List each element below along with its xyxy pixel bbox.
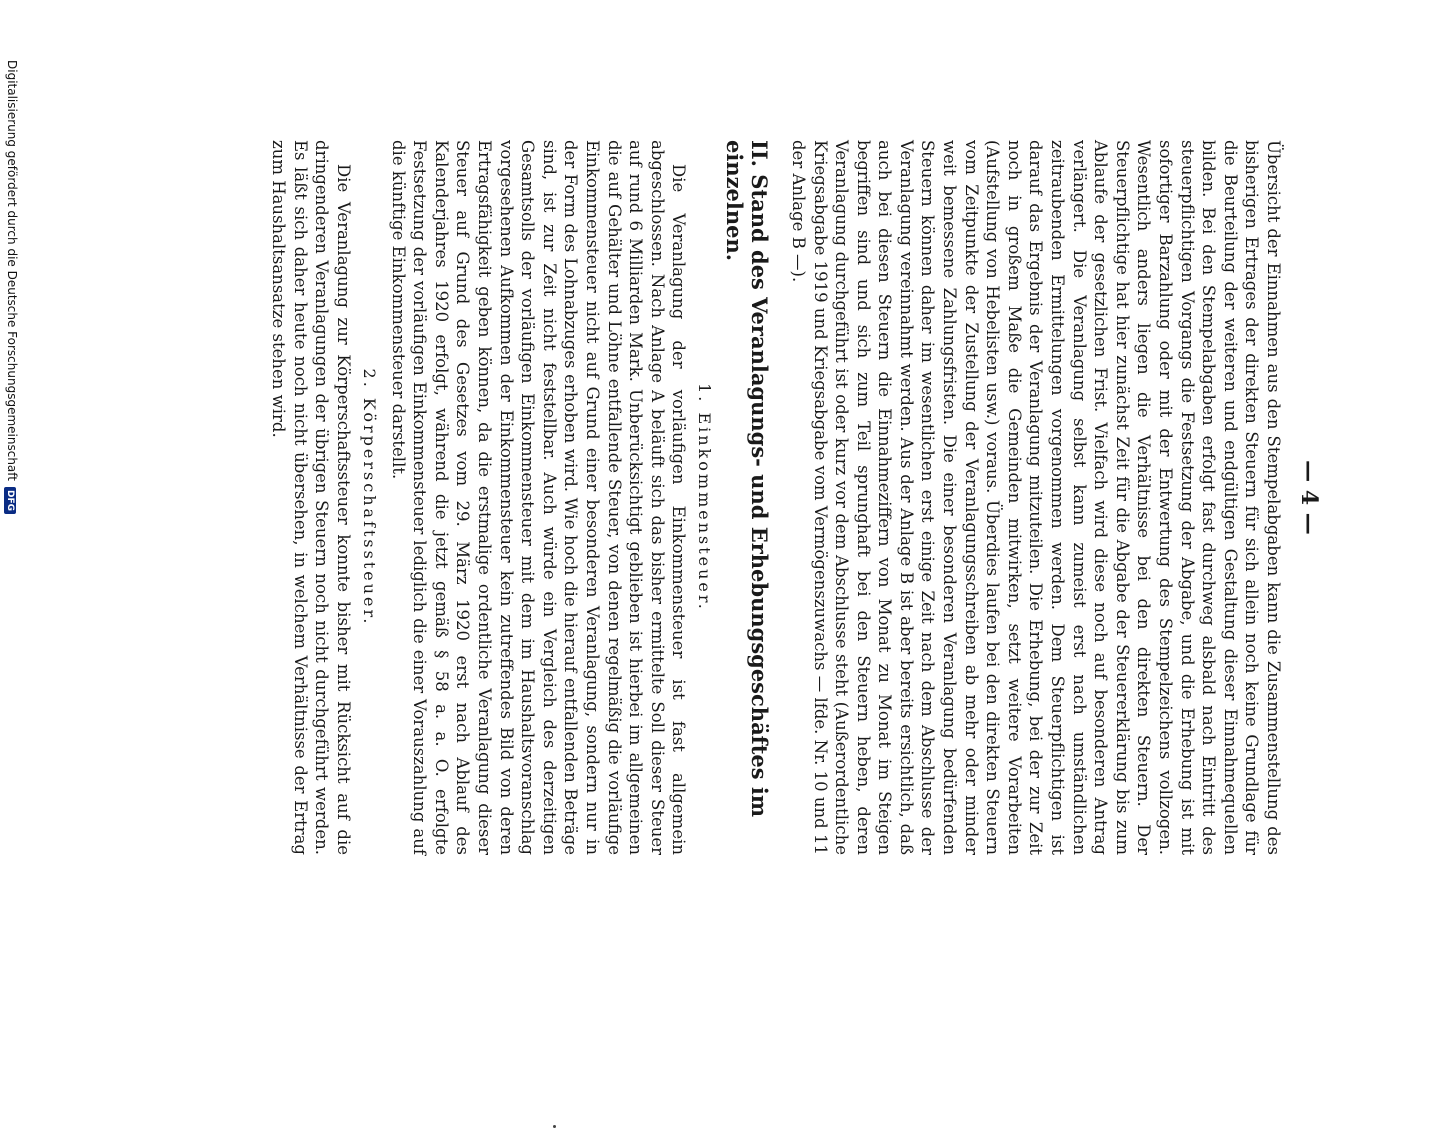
income-tax-heading: 1. Einkommensteuer. — [695, 383, 715, 612]
section-heading: II. Stand des Veranlagungs- und Erhebungsgeschäftes im einzelnen. — [722, 140, 773, 818]
page-number: — 4 — — [1296, 460, 1322, 535]
text-block — [268, 140, 1322, 855]
corporate-tax-heading: 2. Körperschaftssteuer. — [360, 368, 380, 627]
funding-note — [4, 60, 19, 514]
corporate-tax-paragraph: Die Veranlagung zur Körperschaftssteuer konnte bisher mit Rücksicht auf die dringenderen Veranlagungen der übrigen Steuern noch nicht durchgeführt werden. Es läßt sich daher heute noch nicht übersehen, in welchem Verhältnisse der Ertrag zum Haushaltsansatze stehen wird. — [269, 140, 354, 855]
dfg-logo: DFG — [4, 487, 16, 514]
intro-paragraph: Übersicht der Einnahmen aus den Stempelabgaben kann die Zusammenstellung des bisherigen Ertrages der direkten Steuern für sich allein noch keine Grundlage für die Beurteilung der weiteren und endgültigen Gestaltung dieser Einnahmequellen bilden. Bei den Stempelabgaben erfolgt fast durchweg alsbald nach Eintritt des steuerpflichtigen Vorgangs die Festsetzung der Abgabe, und die Erhebung ist mit sofortiger Barzahlung oder mit der Entwertung des Stempelzeichens vollzogen. Wesentlich anders liegen die Verhältnisse bei den direkten Steuern. Der Steuerpflichtige hat hier zunächst Zeit für die Abgabe der Steuererklärung bis zum Ablaufe der gesetzlichen Frist. Vielfach wird diese noch auf besonderen Antrag verlängert. Die Veranlagung selbst kann zumeist erst nach umständlichen zeitraubenden Ermittelungen vorgenommen werden. Dem Steuerpflichtigen ist darauf das Ergebnis der Veranlagung mitzuteilen. Die Erhebung, bei der zur Zeit noch in großem Maße die Gemeinden mitwirken, setzt weitere Vorarbeiten (Aufstellung von Hebelisten usw.) voraus. Überdies laufen bei den direkten Steuern vom Zeitpunkte der Zustellung der Veranlagungsschreiben ab mehr oder minder weit bemessene Zahlungsfristen. Die einer besonderen Veranlagung bedürfenden Steuern können daher im wesentlichen erst einige Zeit nach dem Abschlusse der Veranlagung vereinnahmt werden. Aus der Anlage B ist aber bereits ersichtlich, daß auch bei diesen Steuern die Einnahmeziffern von Monat zu Monat im Steigen begriffen sind und sich zum Teil sprunghaft bei den Steuern heben, deren Veranlagung durchgeführt ist oder kurz vor dem Abschlusse steht (Außerordentliche Kriegsabgabe 1919 und Kriegsabgabe vom Vermögenszuwachs — lfde. Nr. 10 und 11 der Anlage B —). — [788, 140, 1283, 855]
income-tax-paragraph: Die Veranlagung der vorläufigen Einkommensteuer ist fast allgemein abgeschlossen. Nach Anlage A beläuft sich das bisher ermittelte Soll dieser Steuer auf rund 6 Milliarden Mark. Unberücksichtigt geblieben ist hierbei im allgemeinen die auf Gehälter und Löhne entfallende Steuer, von denen regelmäßig die vorläufige Einkommensteuer nicht auf Grund einer besonderen Veranlagung, sondern nur in der Form des Lohnabzuges erhoben wird. Wie hoch die hierauf entfallenden Beträge sind, ist zur Zeit nicht feststellbar. Auch würde ein Vergleich des derzeitigen Gesamtsolls der vorläufigen Einkommensteuer mit dem im Haushaltsvoranschlag vorgesehenen Aufkommen der Einkommensteuer kein zutreffendes Bild von deren Ertragsfähigkeit geben können, da die erstmalige ordentliche Veranlagung dieser Steuer auf Grund des Gesetzes vom 29. März 1920 erst nach Ablauf des Kalenderjahres 1920 erfolgt, während die jetzt gemäß § 58 a. a. O. erfolgte Festsetzung der vorläufigen Einkommensteuer lediglich die einer Vorauszahlung auf die künftige Einkommensteuer darstellt. — [388, 140, 689, 855]
funding-note-text: Digitalisierung gefördert durch die Deutsche Forschungsgemeinschaft — [5, 60, 19, 482]
